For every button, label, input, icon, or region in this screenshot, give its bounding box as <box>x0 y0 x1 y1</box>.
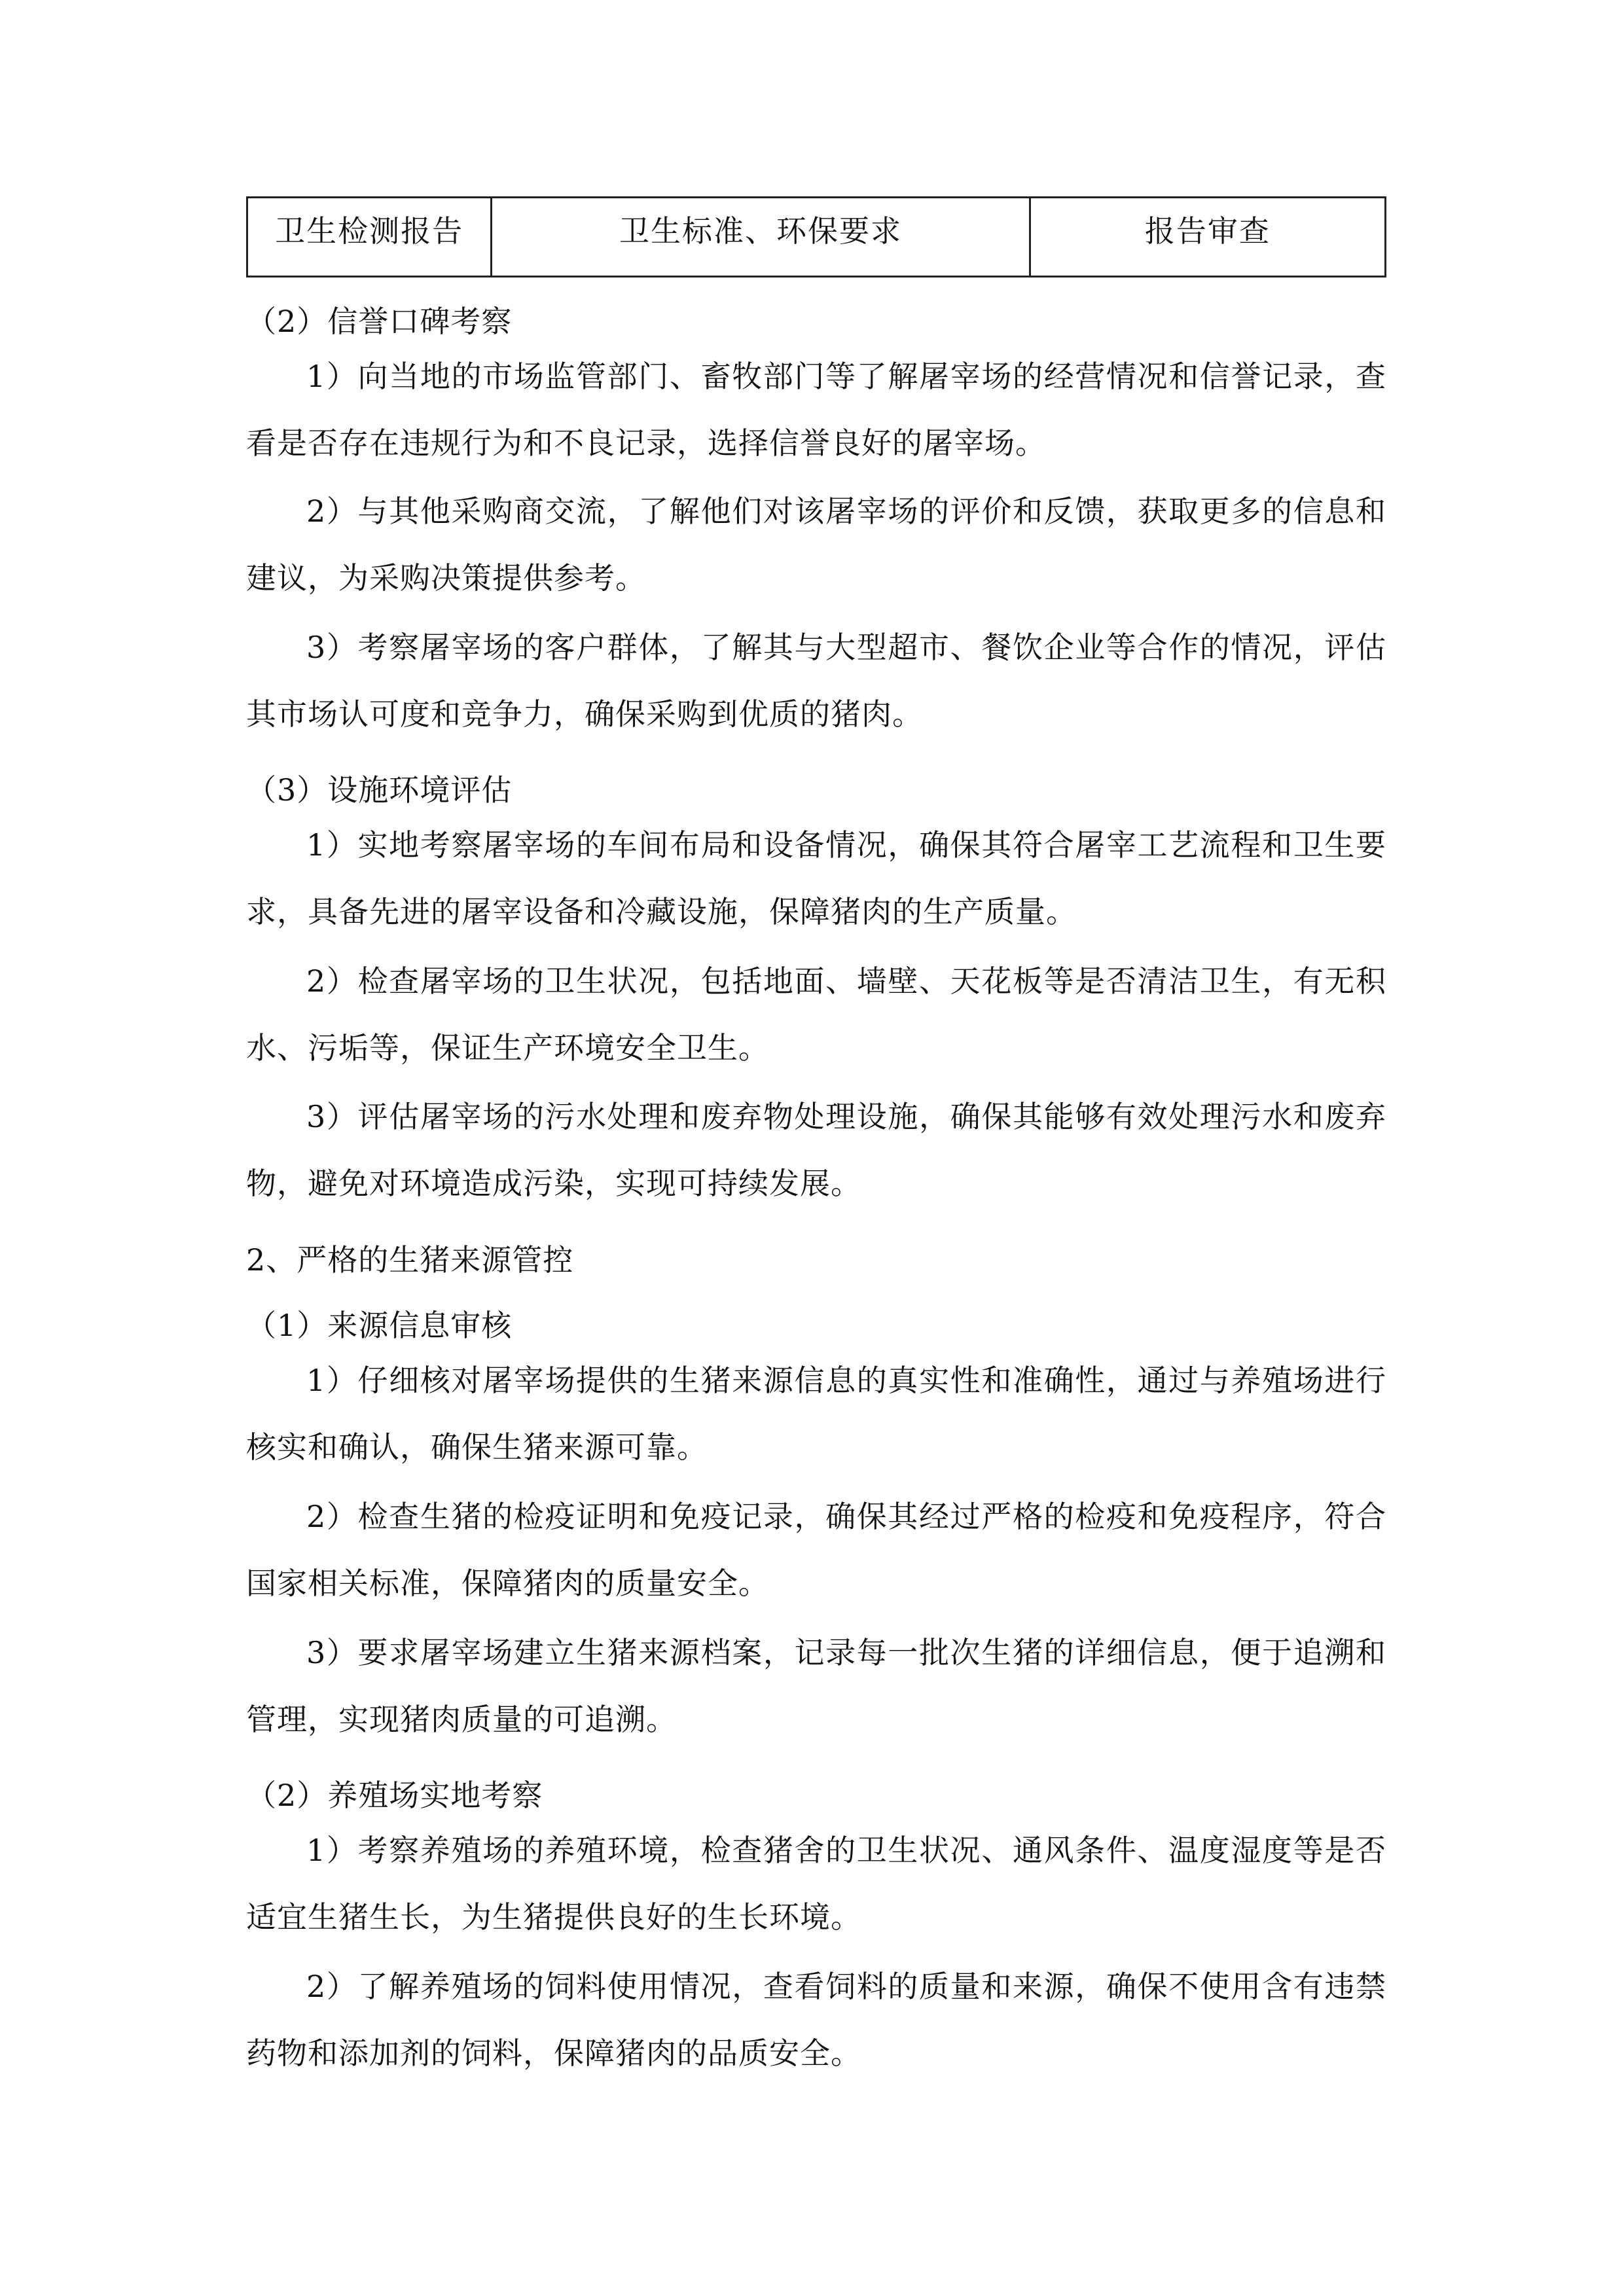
paragraph-source-1: 1）仔细核对屠宰场提供的生猪来源信息的真实性和准确性，通过与养殖场进行核实和确认，确保生猪来源可靠。 <box>246 1363 1386 1465</box>
paragraph-facility-2: 2）检查屠宰场的卫生状况，包括地面、墙壁、天花板等是否清洁卫生，有无积水、污垢等，保证生产环境安全卫生。 <box>246 963 1386 1066</box>
table-cell-standard: 卫生标准、环保要求 <box>492 198 1030 277</box>
paragraph-reputation-1: 1）向当地的市场监管部门、畜牧部门等了解屠宰场的经营情况和信誉记录，查看是否存在违规行为和不良记录，选择信誉良好的屠宰场。 <box>246 359 1386 461</box>
paragraph-reputation-2: 2）与其他采购商交流，了解他们对该屠宰场的评价和反馈，获取更多的信息和建议，为采购决策提供参考。 <box>246 493 1386 596</box>
main-heading-source-control: 2、严格的生猪来源管控 <box>246 1242 574 1278</box>
inspection-table <box>246 196 1386 278</box>
section-heading-facility: （3）设施环境评估 <box>246 772 513 808</box>
paragraph-facility-3: 3）评估屠宰场的污水处理和废弃物处理设施，确保其能够有效处理污水和废弃物，避免对环境造成污染，实现可持续发展。 <box>246 1099 1386 1201</box>
paragraph-source-2: 2）检查生猪的检疫证明和免疫记录，确保其经过严格的检疫和免疫程序，符合国家相关标准，保障猪肉的质量安全。 <box>246 1499 1386 1601</box>
section-heading-source-info: （1）来源信息审核 <box>246 1308 513 1343</box>
section-heading-farm-inspection: （2）养殖场实地考察 <box>246 1778 543 1813</box>
paragraph-farm-2: 2）了解养殖场的饲料使用情况，查看饲料的质量和来源，确保不使用含有违禁药物和添加剂的饲料，保障猪肉的品质安全。 <box>246 1969 1386 2071</box>
table-row <box>247 198 1386 277</box>
paragraph-reputation-3: 3）考察屠宰场的客户群体，了解其与大型超市、餐饮企业等合作的情况，评估其市场认可度和竞争力，确保采购到优质的猪肉。 <box>246 630 1386 732</box>
paragraph-facility-1: 1）实地考察屠宰场的车间布局和设备情况，确保其符合屠宰工艺流程和卫生要求，具备先进的屠宰设备和冷藏设施，保障猪肉的生产质量。 <box>246 827 1386 929</box>
section-heading-reputation: （2）信誉口碑考察 <box>246 304 513 339</box>
paragraph-farm-1: 1）考察养殖场的养殖环境，检查猪舍的卫生状况、通风条件、温度湿度等是否适宜生猪生长，为生猪提供良好的生长环境。 <box>246 1833 1386 1935</box>
table-cell-review: 报告审查 <box>1030 198 1385 277</box>
paragraph-source-3: 3）要求屠宰场建立生猪来源档案，记录每一批次生猪的详细信息，便于追溯和管理，实现猪肉质量的可追溯。 <box>246 1635 1386 1737</box>
table-cell-report: 卫生检测报告 <box>247 198 492 277</box>
